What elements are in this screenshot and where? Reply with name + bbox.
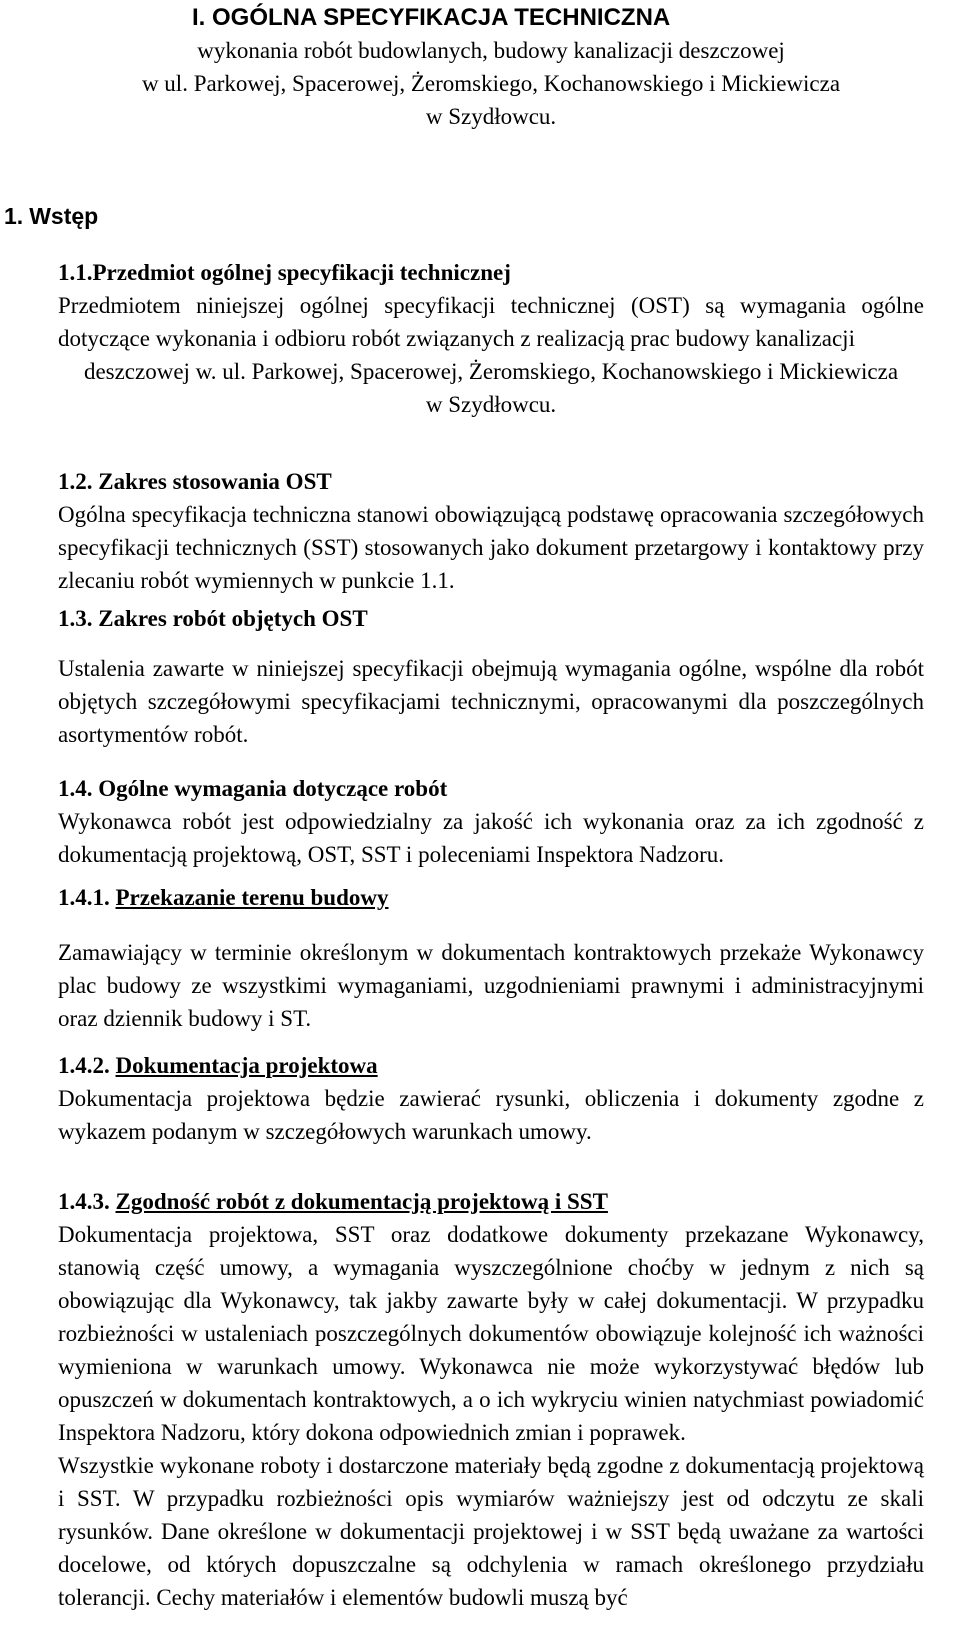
section-heading: 1.3. Zakres robót objętych OST (58, 606, 368, 631)
section-label: Zgodność robót z dokumentacją projektową i SST (115, 1189, 608, 1214)
section-number: 1.4.3. (58, 1189, 110, 1214)
section-1-4-3 (58, 1186, 924, 1614)
section-text: Przedmiotem niniejszej ogólnej specyfikacji technicznej (OST) są wymagania ogólne dotyczące wykonania i odbioru robót związanych z realizacją prac budowy kanalizacji (58, 293, 924, 351)
section-1-4 (58, 773, 924, 871)
section-1-4-1 (58, 882, 924, 1035)
section-text: Ogólna specyfikacja techniczna stanowi obowiązującą podstawę opracowania szczegółowych specyfikacji technicznych (SST) stosowanych jako dokument przetargowy i kontaktowy przy zlecaniu robót wymiennych w punkcie 1.1. (58, 502, 924, 593)
section-number: 1.4. (58, 776, 93, 801)
section-label: Dokumentacja projektowa (115, 1053, 378, 1078)
section-heading (58, 1186, 924, 1218)
section-1-4-2 (58, 1050, 924, 1148)
section-1-2 (58, 466, 924, 597)
section-paragraph: Wszystkie wykonane roboty i dostarczone materiały będą zgodne z dokumentacją projektową i SST. W przypadku rozbieżności opis wymiarów ważniejszy jest od odczytu ze skali rysunków. Dane określone w dokumentacji projektowej i w SST będą uważane za wartości docelowe, od których dopuszczalne są odchylenia w ramach określonego przydziału tolerancji. Cechy materiałów i elementów budowli muszą być (58, 1453, 924, 1610)
section-1-3 (58, 603, 924, 751)
section-text: Dokumentacja projektowa będzie zawierać rysunki, obliczenia i dokumenty zgodne z wykazem podanym w szczegółowych warunkach umowy. (58, 1086, 924, 1144)
section-heading (58, 882, 924, 914)
section-number: 1.4.2. (58, 1053, 110, 1078)
subtitle-line: wykonania robót budowlanych, budowy kanalizacji deszczowej (197, 38, 785, 63)
section-text-line: deszczowej w. ul. Parkowej, Spacerowej, Żeromskiego, Kochanowskiego i Mickiewicza (83, 359, 899, 384)
section-number: 1. (4, 203, 24, 229)
subtitle-line: w ul. Parkowej, Spacerowej, Żeromskiego, Kochanowskiego i Mickiewicza (141, 71, 841, 96)
section-label: Wstęp (29, 203, 99, 229)
section-text: Ustalenia zawarte w niniejszej specyfikacji obejmują wymagania ogólne, wspólne dla robót objętych szczegółowymi specyfikacjami technicznymi, opracowanymi dla poszczególnych asortymentów robót. (58, 656, 924, 747)
section-heading (58, 773, 924, 805)
document-subtitle (58, 34, 924, 133)
subtitle-line: w Szydłowcu. (425, 104, 557, 129)
section-1-1 (58, 257, 924, 421)
section-heading: 1.1.Przedmiot ogólnej specyfikacji technicznej (58, 260, 511, 285)
section-heading: 1.2. Zakres stosowania OST (58, 469, 332, 494)
document-title: I. OGÓLNA SPECYFIKACJA TECHNICZNA (192, 4, 671, 31)
section-text-line: w Szydłowcu. (425, 392, 557, 417)
section-number: 1.4.1. (58, 885, 110, 910)
section-label: Ogólne wymagania dotyczące robót (98, 776, 448, 801)
section-label: Przekazanie terenu budowy (115, 885, 389, 910)
section-1-heading (4, 203, 98, 230)
section-text: Wykonawca robót jest odpowiedzialny za jakość ich wykonania oraz za ich zgodność z dokumentacją projektową, OST, SST i poleceniami Inspektora Nadzoru. (58, 809, 924, 867)
section-text: Zamawiający w terminie określonym w dokumentach kontraktowych przekaże Wykonawcy plac budowy ze wszystkimi wymaganiami, uzgodnieniami prawnymi i administracyjnymi oraz dziennik budowy i ST. (58, 940, 924, 1031)
section-heading (58, 1050, 924, 1082)
section-paragraph: Dokumentacja projektowa, SST oraz dodatkowe dokumenty przekazane Wykonawcy, stanowią część umowy, a wymagania wyszczególnione choćby w jednym z nich są obowiązując dla Wykonawcy, tak jakby zawarte były w całej dokumentacji. W przypadku rozbieżności w ustaleniach poszczególnych dokumentów obowiązuje kolejność ich ważności wymieniona w warunkach umowy. Wykonawca nie może wykorzystywać błędów lub opuszczeń w dokumentach kontraktowych, a o ich wykryciu winien natychmiast powiadomić Inspektora Nadzoru, który dokona odpowiednich zmian i poprawek. (58, 1222, 924, 1445)
document-page (4, 0, 924, 1610)
